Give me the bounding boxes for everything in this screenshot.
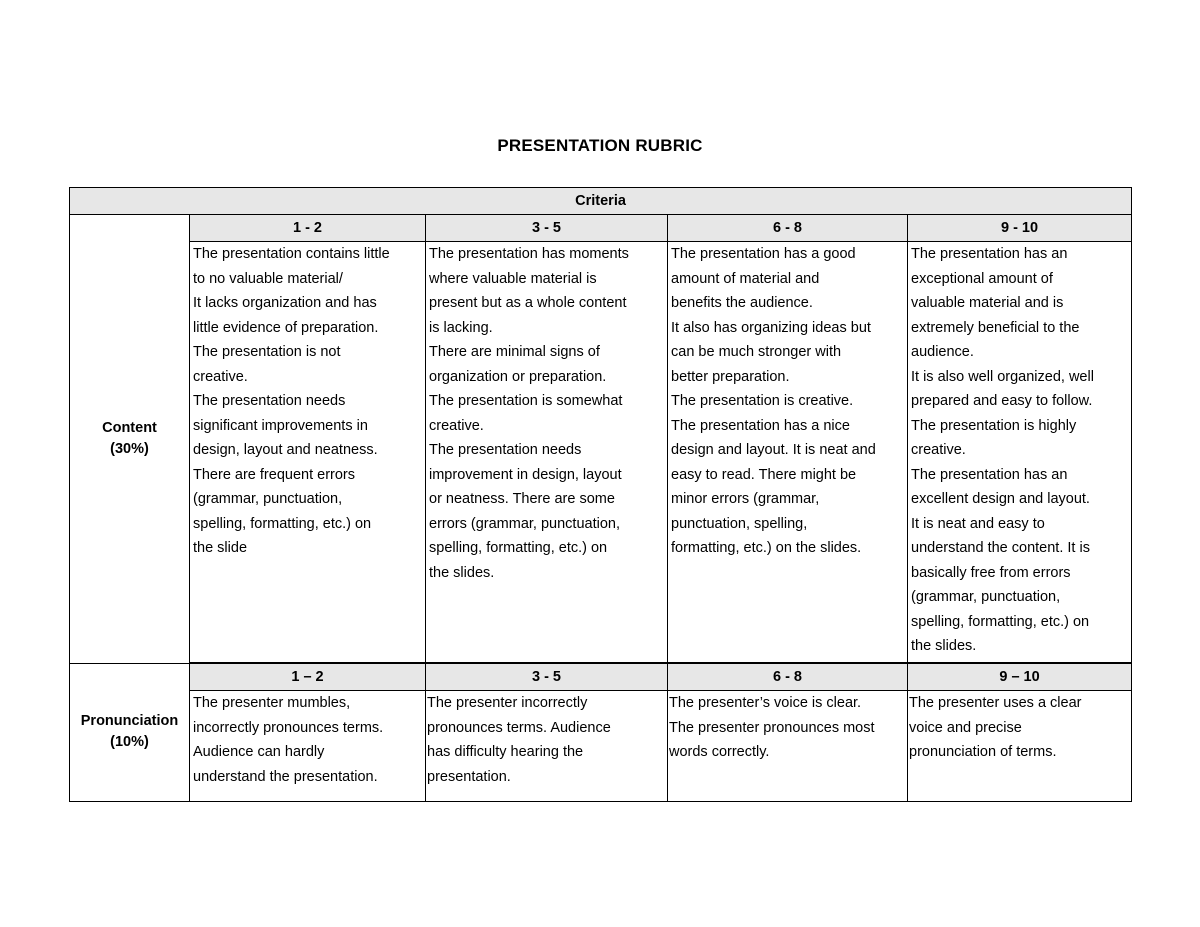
description-cell [190, 242, 426, 664]
description-line: prepared and easy to follow. [911, 393, 1093, 409]
description-line: (grammar, punctuation, [193, 491, 343, 507]
description-line: audience. [911, 344, 974, 360]
description-line: words correctly. [669, 744, 770, 760]
description-line: or neatness. There are some [429, 491, 615, 507]
description-line: improvement in design, layout [429, 466, 622, 483]
criterion-name: Content [102, 419, 157, 436]
description-line: The presentation needs [193, 393, 346, 409]
description-line: The presentation has moments [429, 246, 629, 262]
description-cell [668, 242, 908, 664]
description-line: can be much stronger with [671, 344, 842, 360]
description-line: punctuation, spelling, [671, 515, 808, 532]
description-line: extremely beneficial to the [911, 319, 1080, 336]
description-line: creative. [429, 417, 484, 434]
description-cell [908, 242, 1132, 664]
description-row-pronunciation [70, 691, 1132, 802]
description-line: incorrectly pronounces terms. [193, 719, 384, 736]
description-line: The presenter’s voice is clear. [669, 695, 862, 711]
description-line: easy to read. There might be [671, 466, 857, 483]
description-line: spelling, formatting, etc.) on [911, 613, 1090, 630]
description-line: spelling, formatting, etc.) on [429, 540, 608, 556]
description-cell [426, 691, 668, 802]
description-line: present but as a whole content [429, 295, 627, 311]
description-line: amount of material and [671, 270, 820, 287]
description-line: There are frequent errors [193, 466, 355, 483]
score-range: 6 - 8 [668, 215, 908, 242]
description-line: The presenter pronounces most [669, 719, 875, 736]
description-line: The presentation is not [193, 344, 341, 360]
description-line: to no valuable material/ [193, 270, 343, 287]
page-title: PRESENTATION RUBRIC [497, 136, 703, 155]
description-line: excellent design and layout. [911, 491, 1090, 507]
description-line: (grammar, punctuation, [911, 589, 1061, 605]
description-line: design and layout. It is neat and [671, 442, 876, 458]
description-line: formatting, etc.) on the slides. [671, 540, 862, 556]
description-line: The presentation is highly [911, 417, 1077, 434]
rubric-table [69, 187, 1132, 802]
description-line: pronunciation of terms. [909, 744, 1057, 760]
description-line: The presentation is somewhat [429, 393, 623, 409]
description-line: minor errors (grammar, [671, 491, 820, 507]
criterion-label-pronunciation [70, 663, 190, 802]
score-range: 1 – 2 [190, 663, 426, 691]
score-range: 9 - 10 [908, 215, 1132, 242]
description-line: errors (grammar, punctuation, [429, 515, 620, 532]
score-row-content [70, 215, 1132, 242]
description-line: The presentation has an [911, 466, 1068, 483]
description-line: It is also well organized, well [911, 368, 1094, 385]
description-cell [426, 242, 668, 664]
criteria-header-row [70, 188, 1132, 215]
description-line: understand the content. It is [911, 540, 1090, 556]
description-line: the slides. [911, 638, 977, 654]
description-line: pronounces terms. Audience [427, 719, 611, 736]
criterion-label-content [70, 215, 190, 664]
description-line: The presenter uses a clear [909, 695, 1082, 711]
description-line: voice and precise [909, 719, 1022, 736]
criterion-weight: (30%) [110, 440, 149, 457]
description-line: has difficulty hearing the [427, 744, 584, 760]
description-line: The presentation contains little [193, 246, 390, 262]
score-range: 9 – 10 [908, 663, 1132, 691]
description-row-content [70, 242, 1132, 664]
description-line: It is neat and easy to [911, 515, 1045, 532]
description-line: design, layout and neatness. [193, 442, 378, 458]
description-line: The presentation has a nice [671, 417, 850, 434]
criteria-header: Criteria [70, 188, 1132, 215]
description-line: It also has organizing ideas but [671, 319, 871, 336]
description-line: the slides. [429, 564, 495, 581]
description-line: The presenter mumbles, [193, 695, 351, 711]
score-range: 1 - 2 [190, 215, 426, 242]
description-line: There are minimal signs of [429, 344, 600, 360]
description-line: The presenter incorrectly [427, 695, 588, 711]
description-line: benefits the audience. [671, 295, 813, 311]
description-line: understand the presentation. [193, 768, 378, 785]
description-line: valuable material and is [911, 295, 1064, 311]
score-range: 3 - 5 [426, 215, 668, 242]
description-line: It lacks organization and has [193, 295, 377, 311]
description-line: little evidence of preparation. [193, 319, 379, 336]
description-line: organization or preparation. [429, 368, 607, 385]
description-line: The presentation has a good [671, 246, 856, 262]
description-cell [190, 691, 426, 802]
description-line: exceptional amount of [911, 270, 1053, 287]
score-range: 6 - 8 [668, 663, 908, 691]
score-row-pronunciation [70, 663, 1132, 691]
description-line: significant improvements in [193, 417, 368, 434]
description-line: is lacking. [429, 319, 493, 336]
description-cell [668, 691, 908, 802]
description-line: The presentation is creative. [671, 393, 854, 409]
description-cell [908, 691, 1132, 802]
description-line: where valuable material is [429, 270, 597, 287]
description-line: Audience can hardly [193, 744, 325, 760]
description-line: creative. [193, 368, 248, 385]
description-line: the slide [193, 540, 248, 556]
description-line: better preparation. [671, 368, 790, 385]
description-line: creative. [911, 442, 966, 458]
criterion-name: Pronunciation [80, 713, 179, 730]
description-line: spelling, formatting, etc.) on [193, 515, 372, 532]
description-line: The presentation needs [429, 442, 582, 458]
description-line: presentation. [427, 768, 511, 785]
criterion-weight: (10%) [110, 734, 149, 751]
description-line: basically free from errors [911, 564, 1071, 581]
score-range: 3 - 5 [426, 663, 668, 691]
description-line: The presentation has an [911, 246, 1068, 262]
